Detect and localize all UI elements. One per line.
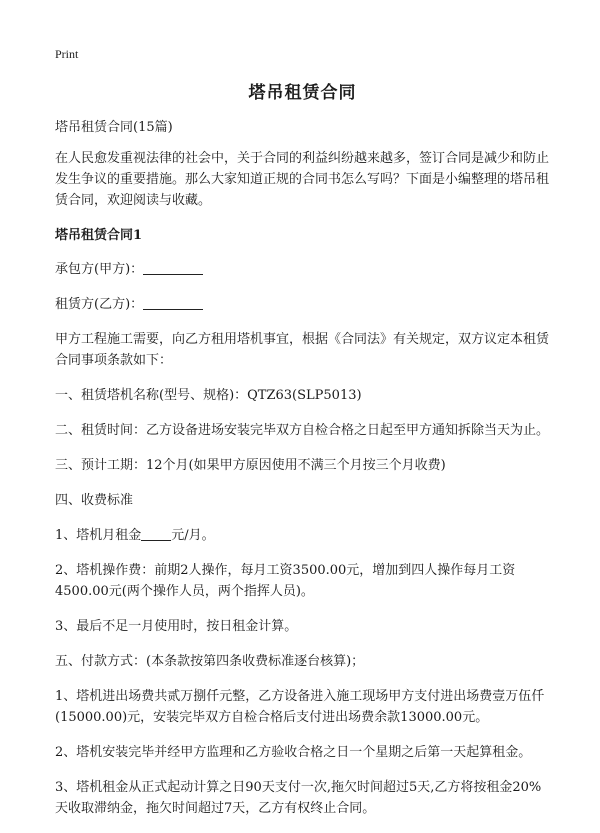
clause-3: 三、预计工期：12个月(如果甲方原因使用不满三个月按三个月收费) [55,458,446,473]
print-link[interactable]: Print [55,47,79,61]
document-subtitle: 塔吊租赁合同(15篇) [55,120,173,135]
party-a-label: 承包方(甲方)： [55,262,144,277]
clause-5: 五、付款方式：(本条款按第四条收费标准逐台核算)； [55,654,365,669]
intro-paragraph: 在人民愈发重视法律的社会中，关于合同的利益纠纷越来越多，签订合同是减少和防止发生争议的重要措施。那么大家知道正规的合同书怎么写吗？下面是小编整理的塔吊租赁合同，欢迎阅读与收藏。 [55,151,550,208]
document-title: 塔吊租赁合同 [248,83,357,103]
clause-1: 一、租赁塔机名称(型号、规格)：QTZ63(SLP5013) [55,388,362,403]
payment-item-3: 3、塔机租金从正式起动计算之日90天支付一次,拖欠时间超过5天,乙方将按租金20%天收取滞纳金，拖欠时间超过7天，乙方有权终止合同。 [55,780,542,816]
party-b-label: 租赁方(乙方)： [55,297,144,312]
party-a-line [55,259,550,280]
monthly-rent-blank [141,526,171,541]
fee-item-1-prefix: 1、塔机月租金 [55,528,142,543]
party-b-line [55,294,550,315]
payment-item-2: 2、塔机安装完毕并经甲方监理和乙方验收合格之日一个星期之后第一天起算租金。 [55,745,532,760]
fee-item-2: 2、塔机操作费：前期2人操作，每月工资3500.00元，增加到四人操作每月工资4500.00元(两个操作人员，两个指挥人员)。 [55,563,516,599]
preamble-paragraph: 甲方工程施工需要，向乙方租用塔机事宜，根据《合同法》有关规定，双方议定本租赁合同事项条款如下： [55,332,550,368]
clause-4: 四、收费标准 [55,493,134,508]
payment-item-1: 1、塔机进出场费共贰万捌仟元整，乙方设备进入施工现场甲方支付进出场费壹万伍仟(15000.00)元，安装完毕双方自检合格后支付进出场费余款13000.00元。 [55,689,545,725]
party-b-blank [143,295,203,310]
fee-item-1 [55,525,550,546]
party-a-blank [143,260,203,275]
section-heading: 塔吊租赁合同1 [55,228,143,243]
fee-item-1-suffix: 元/月。 [171,528,215,543]
document-body [55,78,550,833]
fee-item-3: 3、最后不足一月使用时，按日租金计算。 [55,619,298,634]
clause-2: 二、租赁时间：乙方设备进场安装完毕双方自检合格之日起至甲方通知拆除当天为止。 [55,423,550,438]
